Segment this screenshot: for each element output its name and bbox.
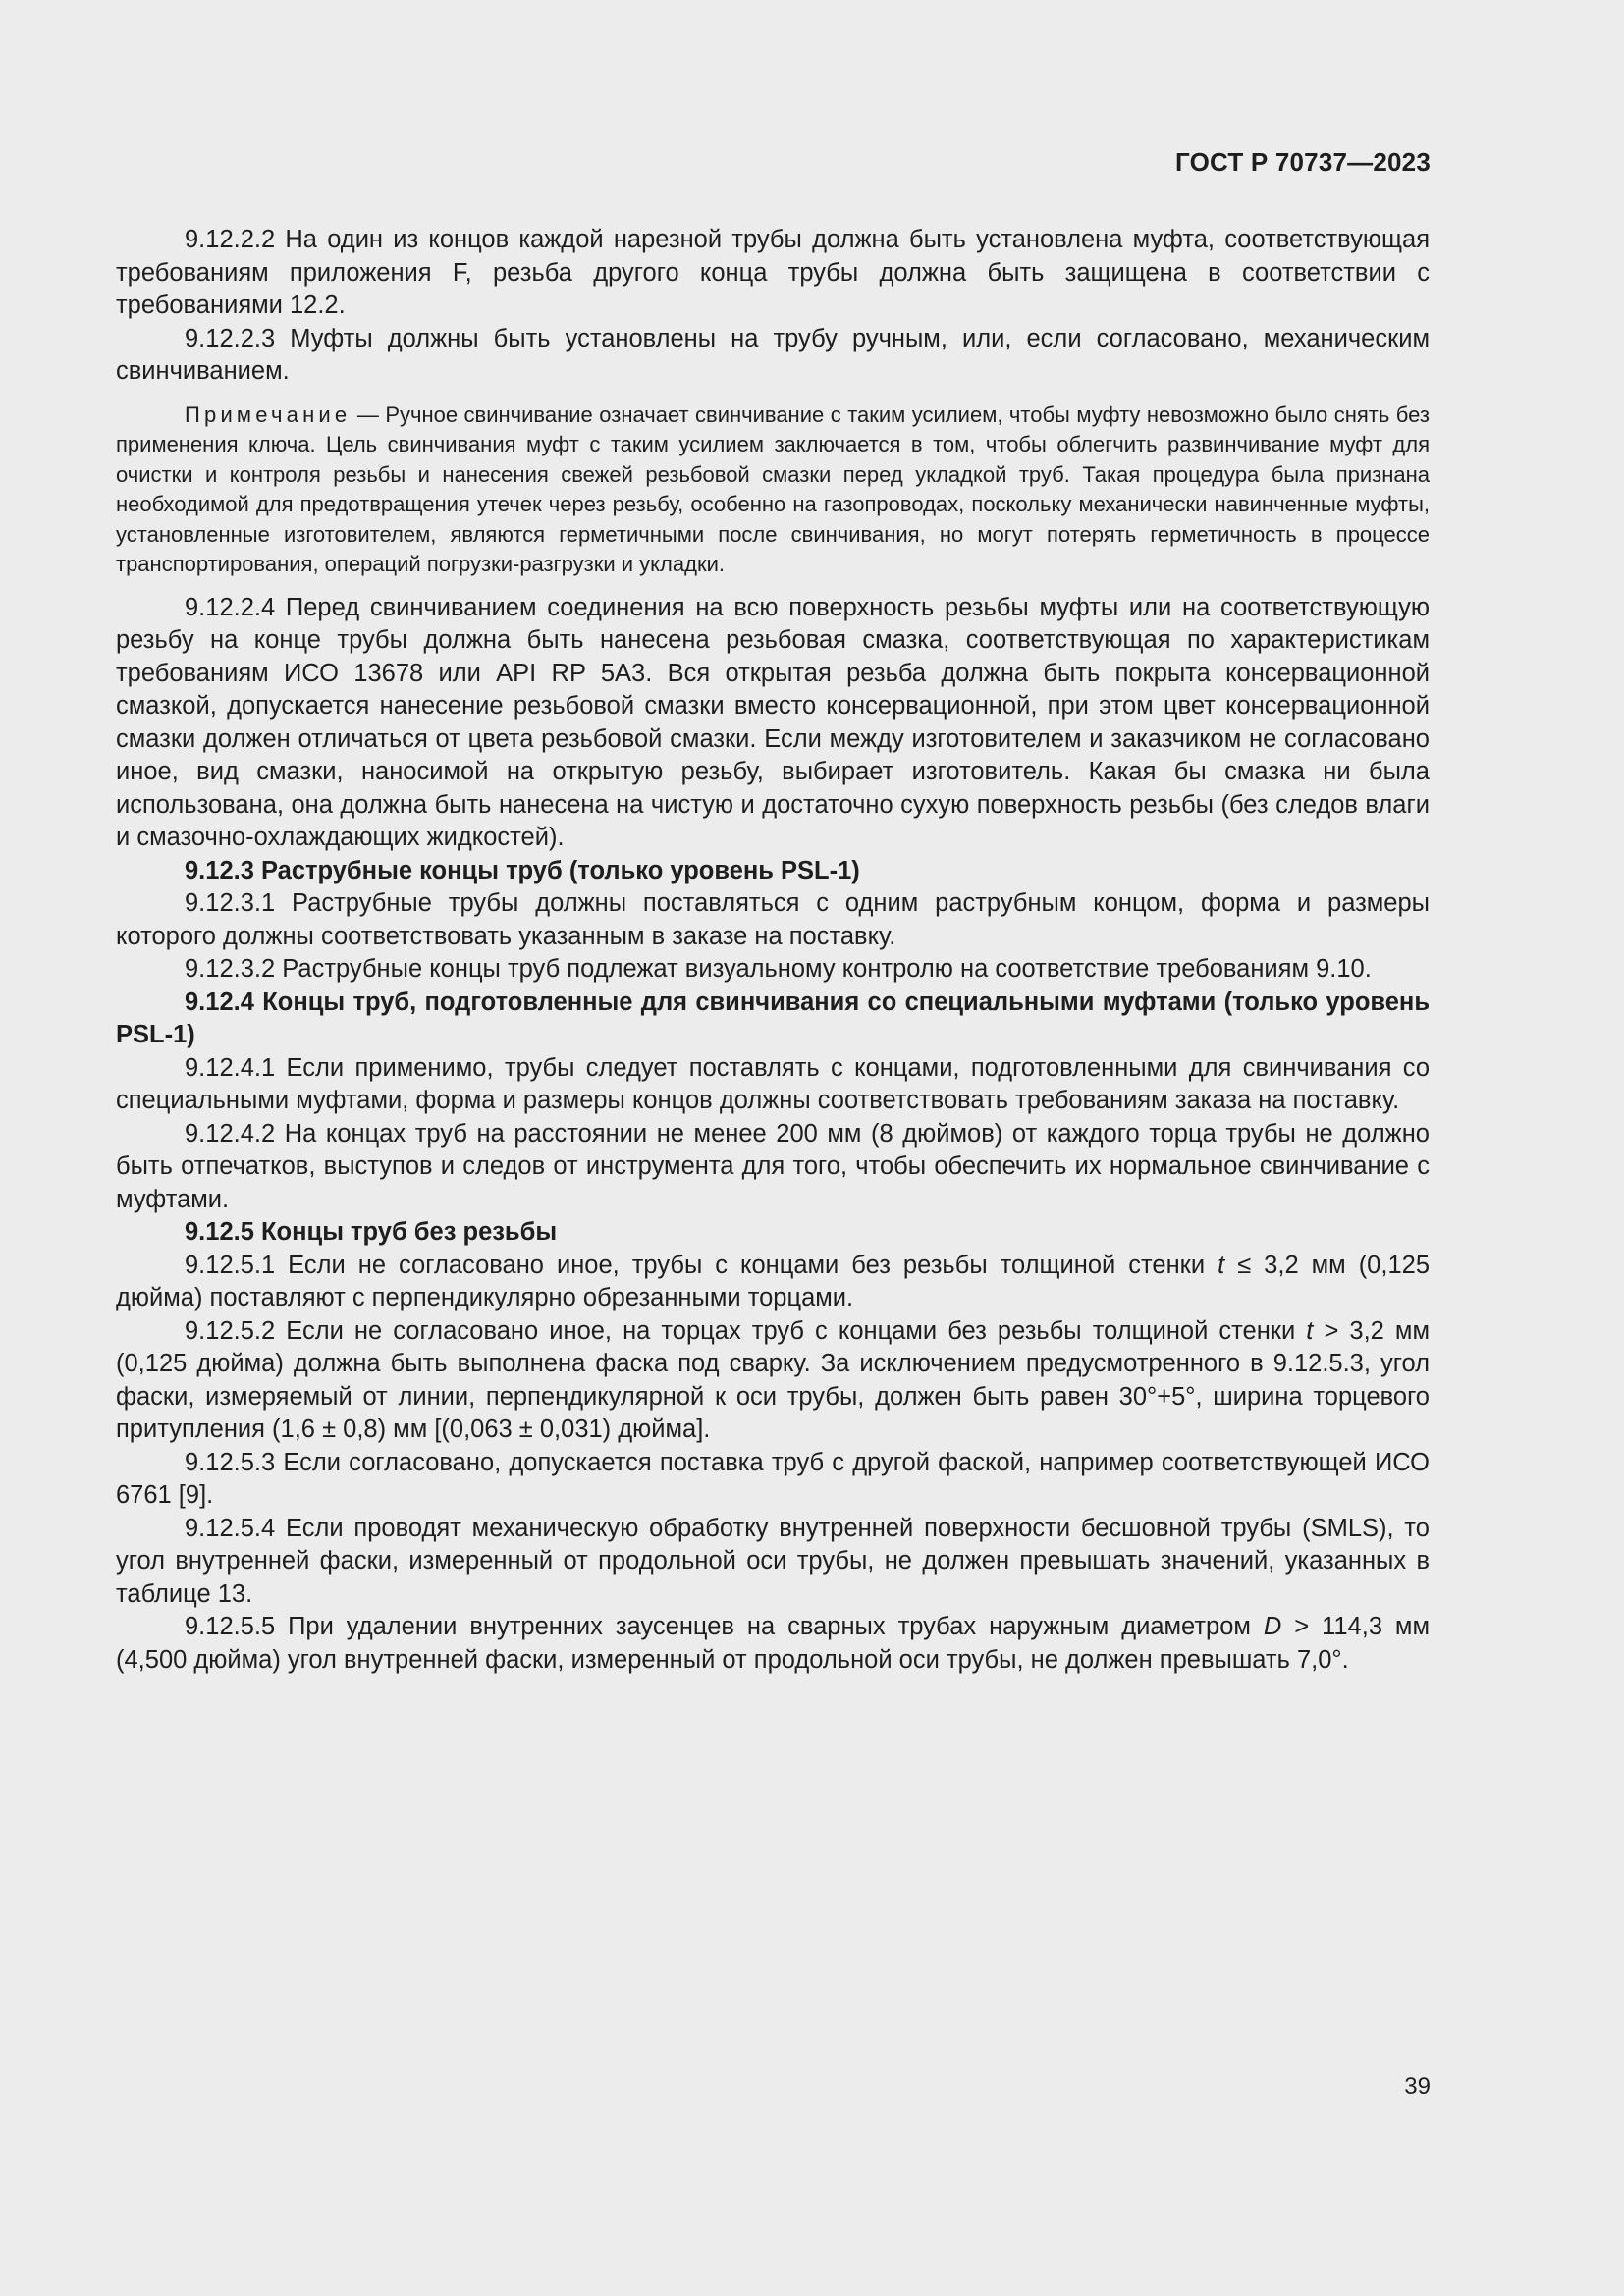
paragraph-9-12-5-5 [116, 1611, 1430, 1677]
document-code-header: ГОСТ Р 70737—2023 [1175, 147, 1431, 177]
page-number: 39 [1404, 2073, 1431, 2100]
variable-d: D [1263, 1613, 1282, 1640]
paragraph-9-12-2-2: 9.12.2.2 На один из концов каждой нарезной трубы должна быть установлена муфта, соответствующая требованиям приложения F, резьба другого конца трубы должна быть защищена в соответствии с требованиями 12.2. [116, 226, 1430, 319]
note-paragraph [116, 400, 1430, 580]
paragraph-9-12-4-2: 9.12.4.2 На концах труб на расстоянии не менее 200 мм (8 дюймов) от каждого торца трубы не должно быть отпечатков, выступов и следов от инструмента для того, чтобы обеспечить их нормальное свинчивание с муфтами. [116, 1119, 1430, 1213]
variable-t: t [1306, 1316, 1314, 1345]
variable-t: t [1218, 1251, 1225, 1279]
note-text: — Ручное свинчивание означает свинчивание с таким усилием, чтобы муфту невозможно было снять без применения ключа. Цель свинчивания муфт с таким усилием заключается в том, чтобы облегчить развинчивание муфт для очистки и контроля резьбы и нанесения свежей резьбовой смазки перед укладкой труб. Такая процедура была признана необходимой для предотвращения утечек через резьбу, особенно на газопроводах, поскольку механически навинченные муфты, установленные изготовителем, являются герметичными после свинчивания, но могут потерять герметичность в процессе транспортирования, операций погрузки-разгрузки и укладки. [116, 401, 1430, 576]
note-label: Примечание [185, 401, 352, 427]
paragraph-9-12-5-2 [116, 1315, 1430, 1447]
paragraph-9-12-2-3: 9.12.2.3 Муфты должны быть установлены на трубу ручным, или, если согласовано, механическим свинчиванием. [116, 324, 1430, 385]
paragraph-9-12-2-4: 9.12.2.4 Перед свинчиванием соединения на всю поверхность резьбы муфты или на соответствующую резьбу на конце трубы должна быть нанесена резьбовая смазка, соответствующая по характеристикам требованиям ИСО 13678 или API RP 5A3. Вся открытая резьба должна быть покрыта консервационной смазкой, допускается нанесение резьбовой смазки вместо консервационной, при этом цвет консервационной смазки должен отличаться от цвета резьбовой смазки. Если между изготовителем и заказчиком не согласовано иное, вид смазки, наносимой на открытую резьбу, выбирает изготовитель. Какая бы смазка ни была использована, она должна быть нанесена на чистую и достаточно сухую поверхность резьбы (без следов влаги и смазочно-охлаждающих жидкостей). [116, 593, 1430, 851]
paragraph-9-12-5-3: 9.12.5.3 Если согласовано, допускается поставка труб с другой фаской, например соответствующей ИСО 6761 [9]. [116, 1448, 1430, 1509]
paragraph-9-12-3-1: 9.12.3.1 Раструбные трубы должны поставляться с одним раструбным концом, форма и размеры которого должны соответствовать указанным в заказе на поставку. [116, 889, 1430, 950]
paragraph-9-12-5-5-part-a: 9.12.5.5 При удалении внутренних заусенцев на сварных трубах наружным диаметром [185, 1613, 1264, 1640]
heading-9-12-3: 9.12.3 Раструбные концы труб (только уровень PSL-1) [185, 856, 860, 884]
paragraph-9-12-5-1 [116, 1250, 1430, 1315]
note-block [116, 400, 1430, 580]
paragraph-9-12-5-1-part-b: ≤ 3,2 мм (0,125 дюйма) поставляют с перпендикулярно обрезанными торцами. [116, 1251, 1430, 1311]
paragraph-9-12-5-2-part-b: > 3,2 мм (0,125 дюйма) должна быть выполнена фаска под сварку. За исключением предусмотренного в 9.12.5.3, угол фаски, измеряемый от линии, перпендикулярной к оси трубы, должен быть равен 30°+5°, ширина торцевого притупления (1,6 ± 0,8) мм [(0,063 ± 0,031) дюйма]. [116, 1316, 1430, 1443]
paragraph-9-12-4-1: 9.12.4.1 Если применимо, трубы следует поставлять с концами, подготовленными для свинчивания со специальными муфтами, форма и размеры концов должны соответствовать требованиям заказа на поставку. [116, 1053, 1430, 1114]
paragraph-9-12-5-4: 9.12.5.4 Если проводят механическую обработку внутренней поверхности бесшовной трубы (SMLS), то угол внутренней фаски, измеренный от продольной оси трубы, не должен превышать значений, указанных в таблице 13. [116, 1514, 1430, 1608]
heading-9-12-5: 9.12.5 Концы труб без резьбы [185, 1218, 558, 1246]
paragraph-9-12-5-1-part-a: 9.12.5.1 Если не согласовано иное, трубы с концами без резьбы толщиной стенки [185, 1251, 1218, 1279]
paragraph-9-12-5-2-part-a: 9.12.5.2 Если не согласовано иное, на торцах труб с концами без резьбы толщиной стенки [185, 1316, 1307, 1345]
heading-9-12-4: 9.12.4 Концы труб, подготовленные для свинчивания со специальными муфтами (только уровень PSL-1) [116, 988, 1430, 1048]
paragraph-9-12-3-2: 9.12.3.2 Раструбные концы труб подлежат визуальному контролю на соответствие требованиям 9.10. [185, 955, 1372, 983]
document-body [116, 224, 1430, 1677]
paragraph-9-12-5-5-part-b: > 114,3 мм (4,500 дюйма) угол внутренней фаски, измеренный от продольной оси трубы, не должен превышать 7,0°. [116, 1613, 1430, 1674]
